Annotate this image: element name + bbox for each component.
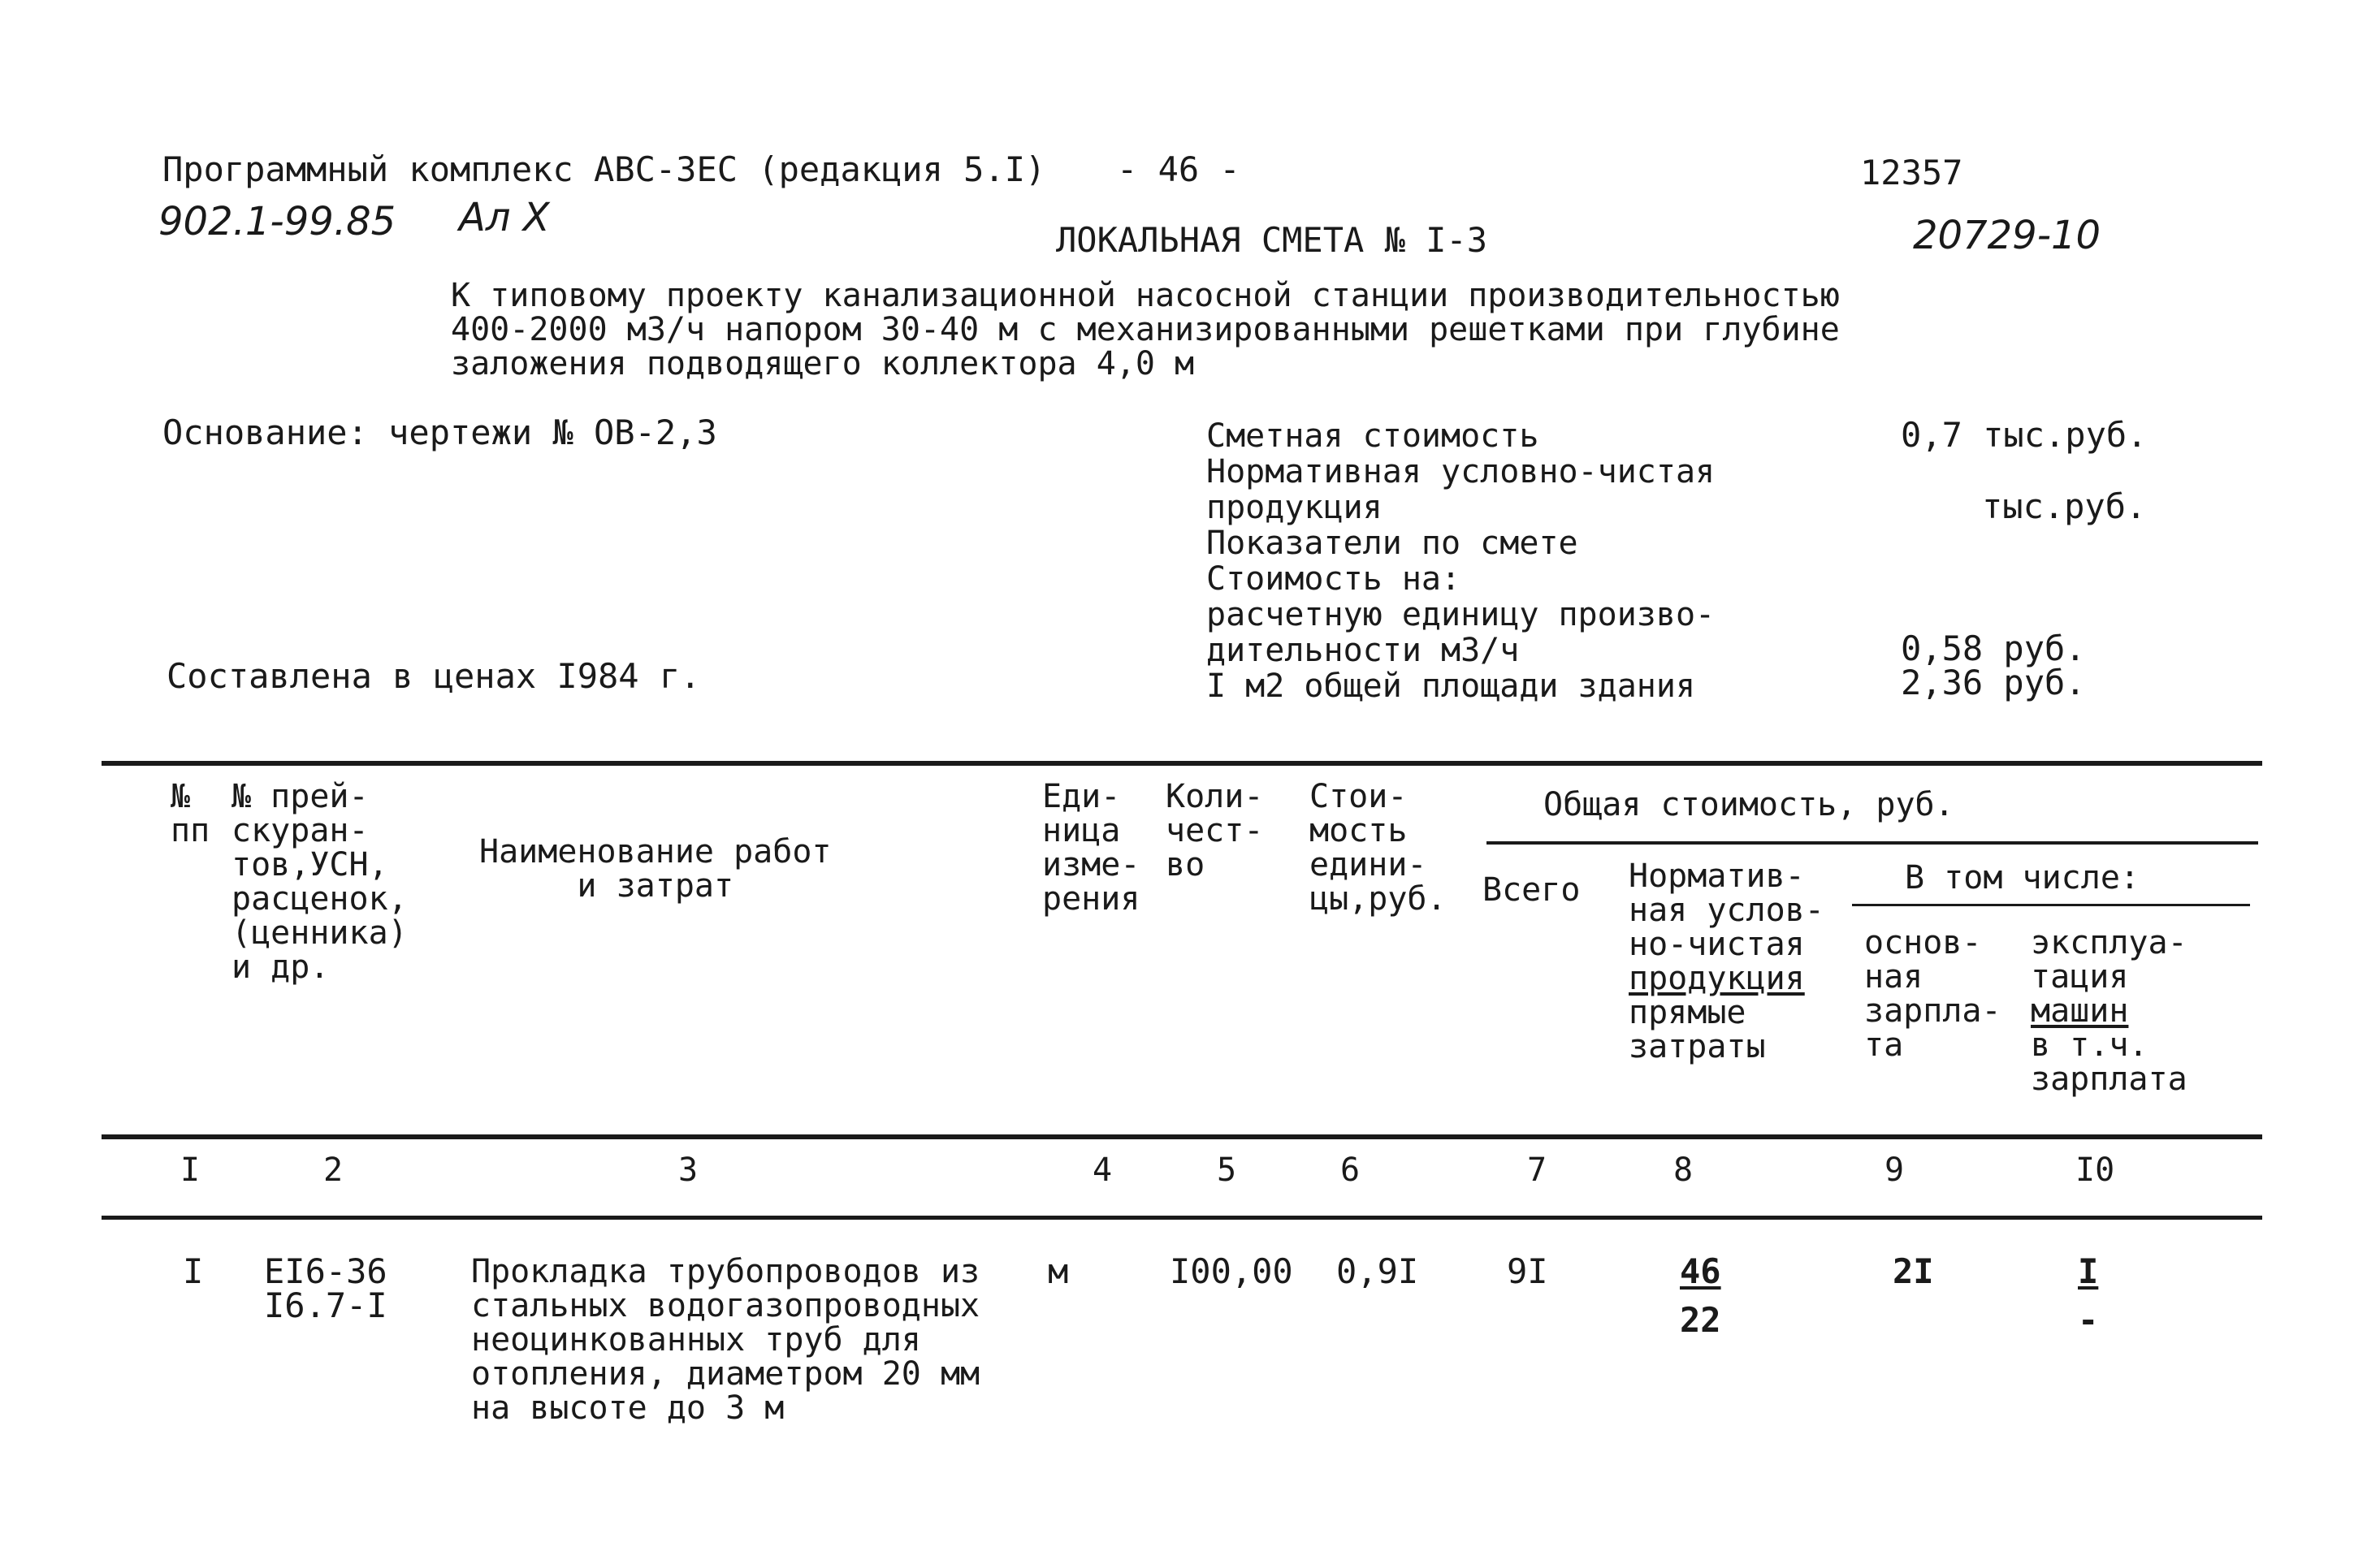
subtitle-line: заложения подводящего коллектора 4,0 м xyxy=(451,345,1195,382)
summary-line: расчетную единицу произво- xyxy=(1206,596,1716,633)
summary-labels xyxy=(1206,418,1715,704)
total-group-rule xyxy=(1486,841,2258,845)
prices-year: Составлена в ценах I984 г. xyxy=(167,656,701,696)
col-number: I0 xyxy=(2075,1151,2115,1189)
subtitle-line: К типовому проекту канализационной насосной станции производительностью xyxy=(451,277,1840,314)
subtitle-line: 400-2000 м3/ч напором 30-40 м с механизированными решетками при глубине xyxy=(451,311,1840,348)
incl-group-header: В том числе: xyxy=(1905,859,2140,896)
col-header-8: Норматив- ная услов- но-чистая продукция прямые затраты xyxy=(1629,858,1824,1065)
program-name: Программный комплекс АВС-ЗЕС (редакция 5.I) xyxy=(162,149,1046,189)
col-number: 2 xyxy=(323,1151,344,1189)
summary-line: I м2 общей площади здания xyxy=(1206,668,1696,705)
col-header-4: Еди- ница изме- рения xyxy=(1042,778,1140,918)
row-machine-wage: - xyxy=(2078,1300,2099,1340)
numbers-bottom-rule xyxy=(102,1216,2262,1220)
summary-line: Нормативная условно-чистая xyxy=(1206,453,1716,490)
row-machine-operation: I xyxy=(2078,1251,2099,1291)
col-number: 8 xyxy=(1673,1151,1694,1189)
summary-line: Стоимость на: xyxy=(1206,560,1461,598)
col-header-9: основ- ная зарпла- та xyxy=(1864,924,2001,1064)
row-quantity: I00,00 xyxy=(1170,1251,1293,1291)
summary-line: Показатели по смете xyxy=(1206,525,1578,562)
per-area-value: 2,36 руб. xyxy=(1901,663,2086,702)
handwritten-code-right: 20729-10 xyxy=(1913,213,2101,258)
col-header-5: Коли- чест- во xyxy=(1166,778,1264,884)
col-number: 6 xyxy=(1340,1151,1361,1189)
col-number: I xyxy=(180,1151,201,1189)
col-number: 5 xyxy=(1217,1151,1237,1189)
incl-group-rule xyxy=(1852,904,2250,906)
col-header-6: Стои- мость едини- цы,руб. xyxy=(1309,778,1447,918)
col-header-10: эксплуа- тация машин в т.ч. зарплата xyxy=(2031,924,2187,1098)
col-number: 7 xyxy=(1527,1151,1547,1189)
col-header-1: № пп xyxy=(171,778,210,849)
col-number: 4 xyxy=(1093,1151,1113,1189)
handwritten-code-left: 902.1-99.85 xyxy=(158,199,396,244)
subtitle xyxy=(451,279,1840,381)
row-code: EI6-36 I6.7-I xyxy=(264,1251,387,1325)
page-number: - 46 - xyxy=(1117,149,1240,189)
summary-line: Сметная стоимость xyxy=(1206,417,1539,455)
col-header-2: № прей- скуран- тов,УСН, расценок, (ценника) и др. xyxy=(232,778,408,986)
table-top-rule xyxy=(102,761,2262,766)
col-header-7: Всего xyxy=(1482,871,1581,909)
header-bottom-rule xyxy=(102,1134,2262,1139)
row-base-wage: 2I xyxy=(1893,1251,1934,1291)
row-unit: м xyxy=(1048,1251,1069,1291)
col-number: 9 xyxy=(1885,1151,1905,1189)
col-header-3: Наименование работ и затрат xyxy=(479,833,832,905)
row-normative-product: 46 xyxy=(1680,1251,1721,1291)
row-work-name: Прокладка трубопроводов из стальных водогазопроводных неоцинкованных труб для отопления, диаметром 20 мм на высоте до 3 м xyxy=(471,1253,980,1427)
per-capacity-value: 0,58 руб. xyxy=(1901,629,2086,668)
product-value: тыс.руб. xyxy=(1982,486,2147,526)
estimate-title: ЛОКАЛЬНАЯ СМЕТА № I-3 xyxy=(1056,220,1488,260)
handwritten-mark: Ал X xyxy=(459,195,550,240)
row-direct-costs: 22 xyxy=(1680,1300,1721,1340)
basis: Основание: чертежи № ОВ-2,3 xyxy=(162,413,717,452)
row-total: 9I xyxy=(1507,1251,1548,1291)
estimated-cost-value: 0,7 тыс.руб. xyxy=(1901,415,2148,455)
document-code: 12357 xyxy=(1860,153,1963,192)
summary-line: дительности м3/ч xyxy=(1206,632,1520,669)
row-number: I xyxy=(183,1251,204,1291)
row-unit-cost: 0,9I xyxy=(1336,1251,1419,1291)
col-number: 3 xyxy=(678,1151,699,1189)
summary-line: продукция xyxy=(1206,489,1383,526)
total-cost-group-header: Общая стоимость, руб. xyxy=(1543,786,1954,823)
